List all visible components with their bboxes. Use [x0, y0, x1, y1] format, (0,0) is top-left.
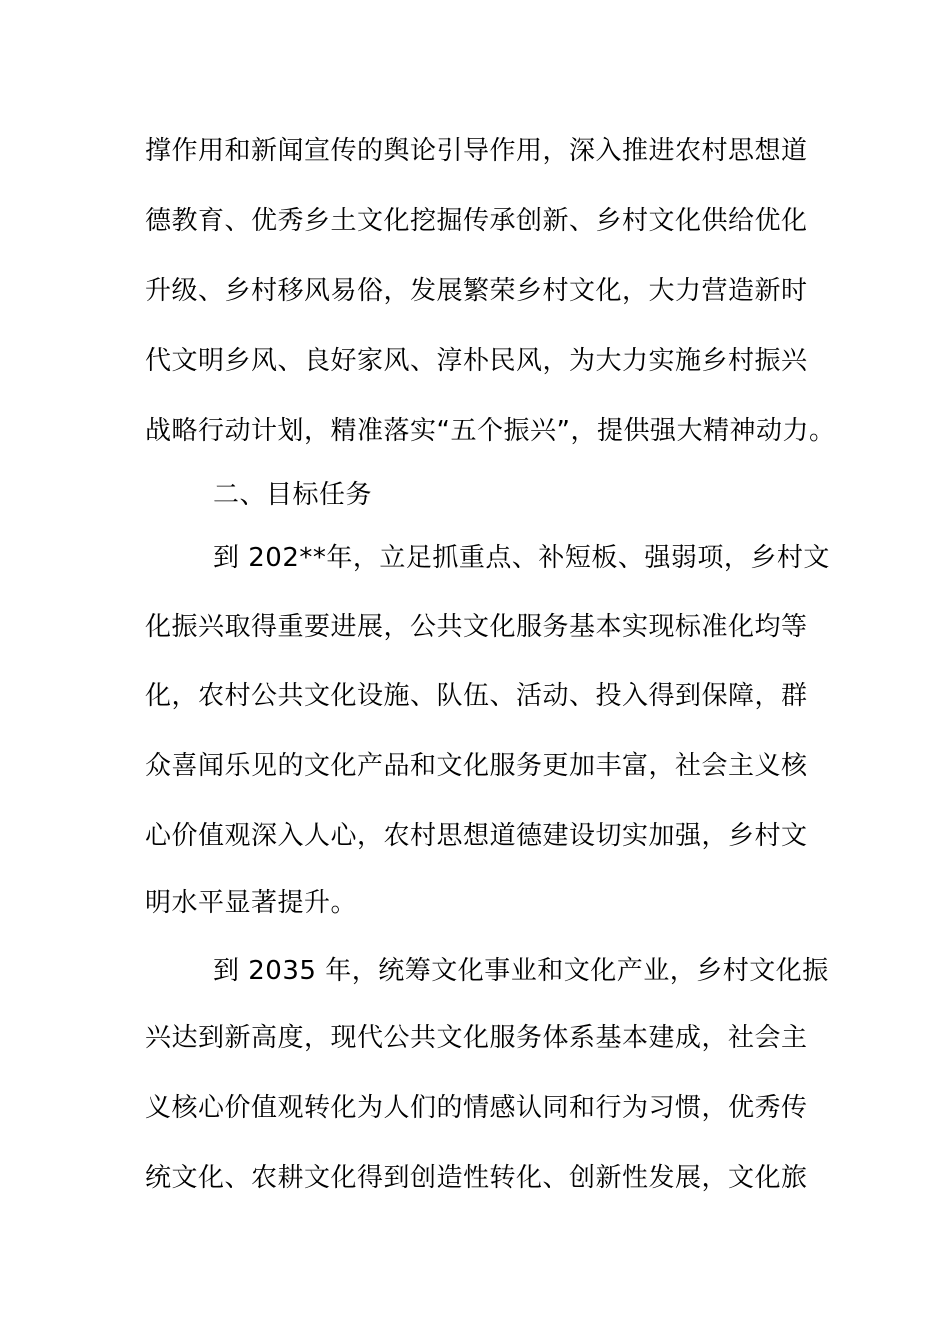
body-text-line: 明水平显著提升。 — [145, 888, 358, 918]
body-text-line: 德教育、优秀乡土文化挖掘传承创新、乡村文化供给优化 — [145, 206, 808, 236]
body-text-line: 心价值观深入人心，农村思想道德建设切实加强，乡村文 — [145, 821, 808, 851]
body-text-line: 兴达到新高度，现代公共文化服务体系基本建成，社会主 — [145, 1023, 808, 1053]
body-text-line: 到 2035 年，统筹文化事业和文化产业，乡村文化振 — [213, 956, 829, 986]
body-text-line: 众喜闻乐见的文化产品和文化服务更加丰富，社会主义核 — [145, 751, 808, 781]
body-text-line: 统文化、农耕文化得到创造性转化、创新性发展，文化旅 — [145, 1163, 808, 1193]
body-text-line: 义核心价值观转化为人们的情感认同和行为习惯，优秀传 — [145, 1093, 808, 1123]
body-text-line: 战略行动计划，精准落实“五个振兴”，提供强大精神动力。 — [145, 416, 836, 446]
body-text-line: 到 202**年，立足抓重点、补短板、强弱项，乡村文 — [213, 543, 830, 573]
body-text-line: 化振兴取得重要进展，公共文化服务基本实现标准化均等 — [145, 612, 808, 642]
body-text-line: 代文明乡风、良好家风、淳朴民风，为大力实施乡村振兴 — [145, 346, 808, 376]
body-text-line: 化，农村公共文化设施、队伍、活动、投入得到保障，群 — [145, 681, 808, 711]
body-text-line: 撑作用和新闻宣传的舆论引导作用，深入推进农村思想道 — [145, 136, 808, 166]
section-heading: 二、目标任务 — [213, 480, 373, 510]
body-text-line: 升级、乡村移风易俗，发展繁荣乡村文化，大力营造新时 — [145, 276, 808, 306]
